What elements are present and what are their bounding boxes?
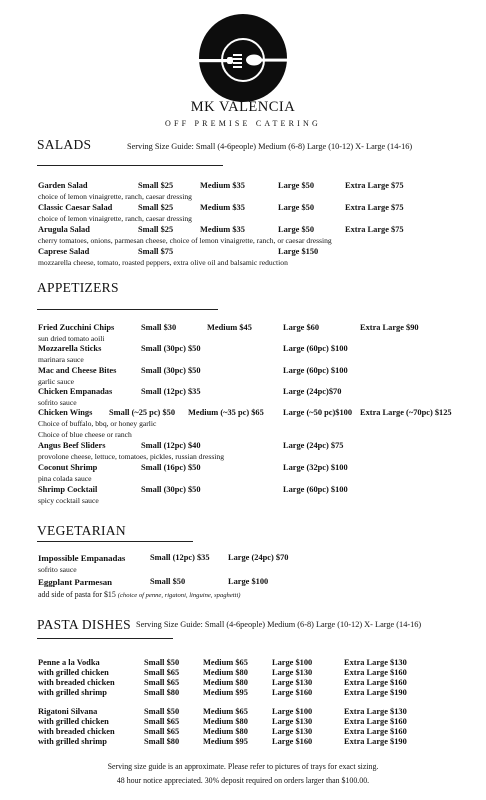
price-medium: Medium $80	[203, 668, 248, 677]
price-medium: Medium $80	[203, 727, 248, 736]
menu-item-name: with grilled chicken	[38, 717, 109, 726]
price-medium: Medium $95	[203, 688, 248, 697]
price-xl: Extra Large $130	[344, 707, 407, 716]
price-medium: Medium $65	[203, 658, 248, 667]
price-small: Small (30pc) $50	[141, 344, 201, 353]
price-large: Large $100	[272, 658, 313, 667]
menu-item-desc: garlic sauce	[38, 377, 75, 386]
price-xl: Extra Large $160	[344, 678, 407, 687]
menu-item-name: Mac and Cheese Bites	[38, 366, 117, 375]
price-xl: Extra Large $160	[344, 717, 407, 726]
price-large: Large $60	[283, 323, 320, 332]
divider	[37, 165, 223, 166]
menu-item-name: Penne a la Vodka	[38, 658, 100, 667]
menu-item-desc: sun dried tomato aoili	[38, 334, 105, 343]
price-small: Small $80	[144, 688, 180, 697]
section-title-pasta: PASTA DISHES	[37, 617, 131, 632]
price-xl: Extra Large $75	[345, 203, 404, 212]
divider	[37, 309, 218, 310]
menu-item-name: Mozzarella Sticks	[38, 344, 102, 353]
price-xl: Extra Large (~70pc) $125	[360, 408, 452, 417]
price-large: Large $150	[278, 247, 319, 256]
price-large: Large (60pc) $100	[283, 344, 348, 353]
menu-item-name: with grilled shrimp	[38, 737, 107, 746]
menu-item-name: Classic Caesar Salad	[38, 203, 113, 212]
price-large: Large $50	[278, 203, 315, 212]
price-large: Large $130	[272, 678, 313, 687]
brand-subtitle: OFF PREMISE CATERING	[164, 119, 321, 128]
price-medium: Medium $35	[200, 203, 245, 212]
price-small: Small (30pc) $50	[141, 485, 201, 494]
menu-item-name: with grilled chicken	[38, 668, 109, 677]
price-medium: Medium $80	[203, 717, 248, 726]
menu-item-name: Angus Beef Sliders	[38, 441, 106, 450]
menu-item-desc: cherry tomatoes, onions, parmesan cheese, choice of lemon vinaigrette, ranch, or caesar dressing	[38, 236, 332, 245]
menu-item-name: with breaded chicken	[38, 678, 115, 687]
plate-fork-spoon-icon	[197, 12, 289, 104]
price-small: Small $50	[144, 707, 180, 716]
price-small: Small (12pc) $35	[141, 387, 201, 396]
menu-item-desc: choice of lemon vinaigrette, ranch, caesar dressing	[38, 214, 192, 223]
price-small: Small $65	[144, 717, 180, 726]
price-large: Large (24pc)$70	[283, 387, 342, 396]
price-large: Large (60pc) $100	[283, 485, 348, 494]
menu-item-desc: provolone cheese, lettuce, tomatoes, pickles, russian dressing	[38, 452, 224, 461]
price-large: Large (~50 pc)$100	[283, 408, 353, 417]
price-large: Large $50	[278, 225, 315, 234]
menu-item-name: Garden Salad	[38, 181, 88, 190]
price-large: Large $130	[272, 668, 313, 677]
menu-item-desc: Choice of blue cheese or ranch	[38, 430, 132, 439]
pasta-choice-note: (choice of penne, rigatoni, linguine, spaghetti)	[117, 592, 241, 599]
price-medium: Medium $65	[203, 707, 248, 716]
price-large: Large (24pc) $70	[228, 553, 289, 562]
price-small: Small $50	[150, 577, 186, 586]
price-large: Large (24pc) $75	[283, 441, 344, 450]
price-large: Large $160	[272, 688, 313, 697]
price-xl: Extra Large $75	[345, 181, 404, 190]
price-small: Small (12pc) $40	[141, 441, 201, 450]
price-medium: Medium $35	[200, 181, 245, 190]
price-xl: Extra Large $190	[344, 737, 407, 746]
price-small: Small $65	[144, 727, 180, 736]
price-xl: Extra Large $75	[345, 225, 404, 234]
menu-item-name: Eggplant Parmesan	[38, 577, 113, 587]
price-large: Large $130	[272, 727, 313, 736]
price-large: Large $50	[278, 181, 315, 190]
price-small: Small (30pc) $50	[141, 366, 201, 375]
price-small: Small $75	[138, 247, 174, 256]
price-small: Small $30	[141, 323, 177, 332]
price-medium: Medium (~35 pc) $65	[188, 408, 264, 417]
menu-item-name: with breaded chicken	[38, 727, 115, 736]
price-medium: Medium $35	[200, 225, 245, 234]
price-large: Large $100	[272, 707, 313, 716]
price-large: Large $130	[272, 717, 313, 726]
price-xl: Extra Large $160	[344, 727, 407, 736]
divider	[37, 541, 193, 542]
menu-item-name: Chicken Empanadas	[38, 387, 113, 396]
price-xl: Extra Large $90	[360, 323, 419, 332]
section-title-vegetarian: VEGETARIAN	[37, 523, 126, 538]
salads-serving-guide: Serving Size Guide: Small (4-6people) Medium (6-8) Large (10-12) X- Large (14-16)	[127, 142, 413, 151]
menu-item-name: Caprese Salad	[38, 247, 90, 256]
price-small: Small $25	[138, 181, 174, 190]
price-medium: Medium $95	[203, 737, 248, 746]
menu-item-name: Coconut Shrimp	[38, 463, 98, 472]
menu-item-desc: sofrito sauce	[38, 565, 77, 574]
menu-item-desc: sofrito sauce	[38, 398, 77, 407]
section-title-salads: SALADS	[37, 137, 92, 152]
menu-item-name: Impossible Empanadas	[38, 553, 126, 563]
price-large: Large (60pc) $100	[283, 366, 348, 375]
price-medium: Medium $80	[203, 678, 248, 687]
menu-item-desc: choice of lemon vinaigrette, ranch, caesar dressing	[38, 192, 192, 201]
menu-item-name: Rigatoni Silvana	[38, 707, 98, 716]
price-large: Large $100	[228, 577, 269, 586]
menu-item-desc: pina colada sauce	[38, 474, 92, 483]
price-small: Small $65	[144, 668, 180, 677]
section-title-appetizers: APPETIZERS	[37, 280, 119, 295]
brand-name: MK VALENCIA	[190, 99, 296, 115]
price-large: Large (32pc) $100	[283, 463, 348, 472]
price-xl: Extra Large $130	[344, 658, 407, 667]
price-small: Small (12pc) $35	[150, 553, 210, 562]
price-small: Small $50	[144, 658, 180, 667]
footer-note-deposit: 48 hour notice appreciated. 30% deposit required on orders larger than $100.00.	[116, 776, 370, 785]
price-xl: Extra Large $160	[344, 668, 407, 677]
menu-item-desc	[38, 590, 240, 599]
price-small: Small (16pc) $50	[141, 463, 201, 472]
menu-item-name: Shrimp Cocktail	[38, 485, 98, 494]
menu-item-name: with grilled shrimp	[38, 688, 107, 697]
menu-item-name: Fried Zucchini Chips	[38, 323, 115, 332]
price-small: Small (~25 pc) $50	[109, 408, 176, 417]
price-medium: Medium $45	[207, 323, 252, 332]
divider	[37, 638, 173, 639]
footer-note-sizing: Serving size guide is an approximate. Please refer to pictures of trays for exact sizing.	[107, 762, 379, 771]
menu-item-desc: marinara sauce	[38, 355, 84, 364]
menu-item-desc: spicy cocktail sauce	[38, 496, 99, 505]
price-small: Small $65	[144, 678, 180, 687]
pasta-serving-guide: Serving Size Guide: Small (4-6people) Medium (6-8) Large (10-12) X- Large (14-16)	[136, 620, 422, 629]
menu-item-name: Chicken Wings	[38, 408, 93, 417]
price-small: Small $25	[138, 203, 174, 212]
price-small: Small $25	[138, 225, 174, 234]
menu-item-desc: mozzarella cheese, tomato, roasted peppers, extra olive oil and balsamic reduction	[38, 258, 288, 267]
pasta-side-text: add side of pasta for $15	[38, 590, 116, 599]
price-xl: Extra Large $190	[344, 688, 407, 697]
price-large: Large $160	[272, 737, 313, 746]
price-small: Small $80	[144, 737, 180, 746]
menu-item-name: Arugula Salad	[38, 225, 90, 234]
menu-item-desc: Choice of buffalo, bbq, or honey garlic	[38, 419, 157, 428]
